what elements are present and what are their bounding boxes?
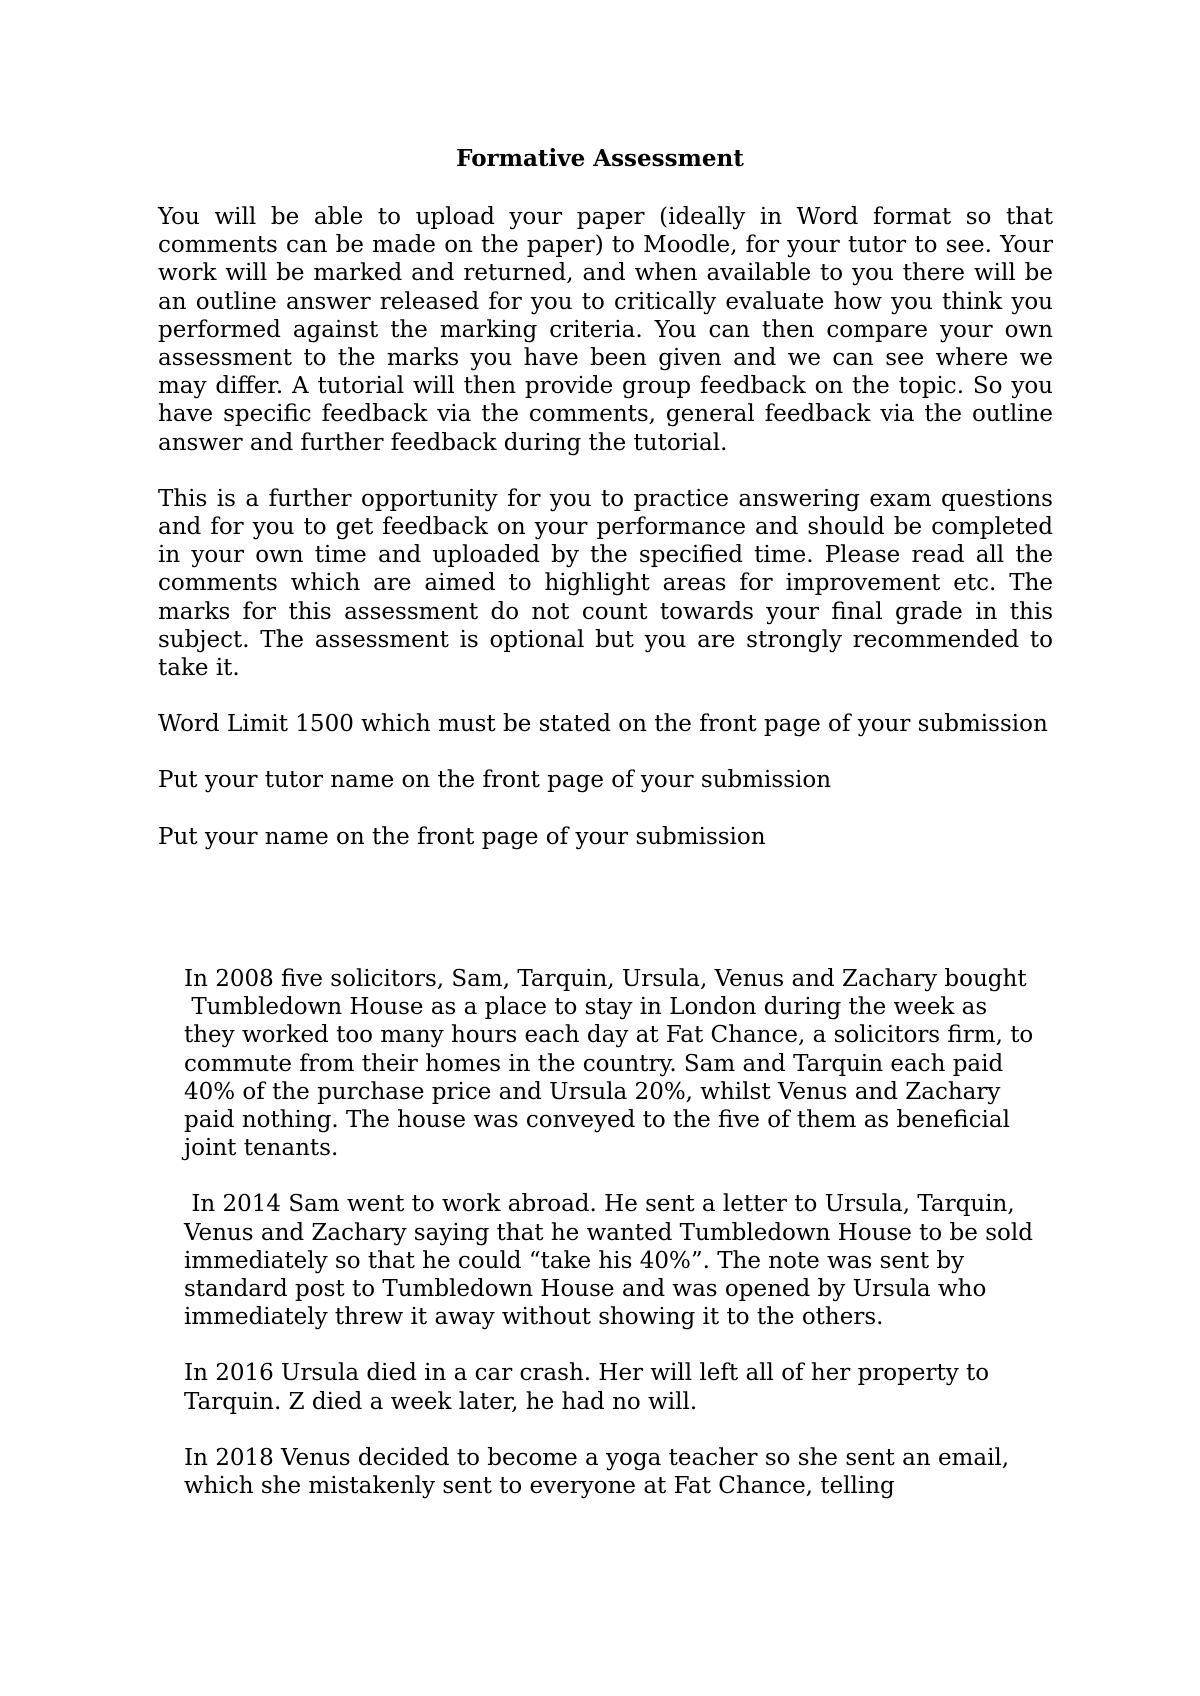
scenario-paragraph: In 2016 Ursula died in a car crash. Her will left all of her property to Tarquin. Z died a week later, he had no will. — [184, 1360, 990, 1415]
intro-paragraph: You will be able to upload your paper (ideally in Word format so that comments can be made on the paper) to Moodle, for your tutor to see. Your work will be marked and returned, and when available to you there will be an outline answer released for you to critically evaluate how you think you performed against the marking criteria. You can then compare your own assessment to the marks you have been given and we can see where we may differ. A tutorial will then provide group feedback on the topic. So you have specific feedback via the comments, general feedback via the outline answer and further feedback during the tutorial. — [158, 204, 1053, 456]
intro-paragraph: This is a further opportunity for you to practice answering exam questions and for you to get feedback on your performance and should be completed in your own time and uploaded by the specified time. Please read all the comments which are aimed to highlight areas for improvement etc. The marks for this assessment do not count towards your final grade in this subject. The assessment is optional but you are strongly recommended to take it. — [158, 485, 1053, 682]
scenario-paragraph: In 2018 Venus decided to become a yoga teacher so she sent an email, which she mistakenly sent to everyone at Fat Chance, telling — [184, 1444, 1010, 1500]
document-title: Formative Assessment — [456, 145, 744, 172]
tutor-name-instruction: Put your tutor name on the front page of your submission — [158, 767, 832, 794]
scenario-paragraph: In 2014 Sam went to work abroad. He sent a letter to Ursula, Tarquin, Venus and Zachary saying that he wanted Tumbledown House to be sold immediately so that he could “take his 40%”. The note was sent by standard post to Tumbledown House and was opened by Ursula who immediately threw it away without showing it to the others. — [184, 1191, 1041, 1331]
scenario-section — [184, 965, 1044, 1528]
intro-section — [158, 203, 1053, 879]
scenario-paragraph — [184, 965, 1044, 1162]
student-name-instruction: Put your name on the front page of your submission — [158, 823, 766, 850]
scenario-text: Tumbledown House as a place to stay in London during the week as they worked too many hours each day at Fat Chance, a solicitors firm, to commute from their homes in the country. Sam and Tarquin each paid 40% of the purchase price and Ursula 20%, whilst Venus and Zachary paid nothing. The house was conveyed to the five of them as beneficial joint tenants. — [184, 994, 1041, 1162]
word-limit-note: Word Limit 1500 which must be stated on the front page of your submission — [158, 711, 1048, 738]
scenario-line: In 2008 five solicitors, Sam, Tarquin, Ursula, Venus and Zachary bought — [184, 966, 1027, 992]
